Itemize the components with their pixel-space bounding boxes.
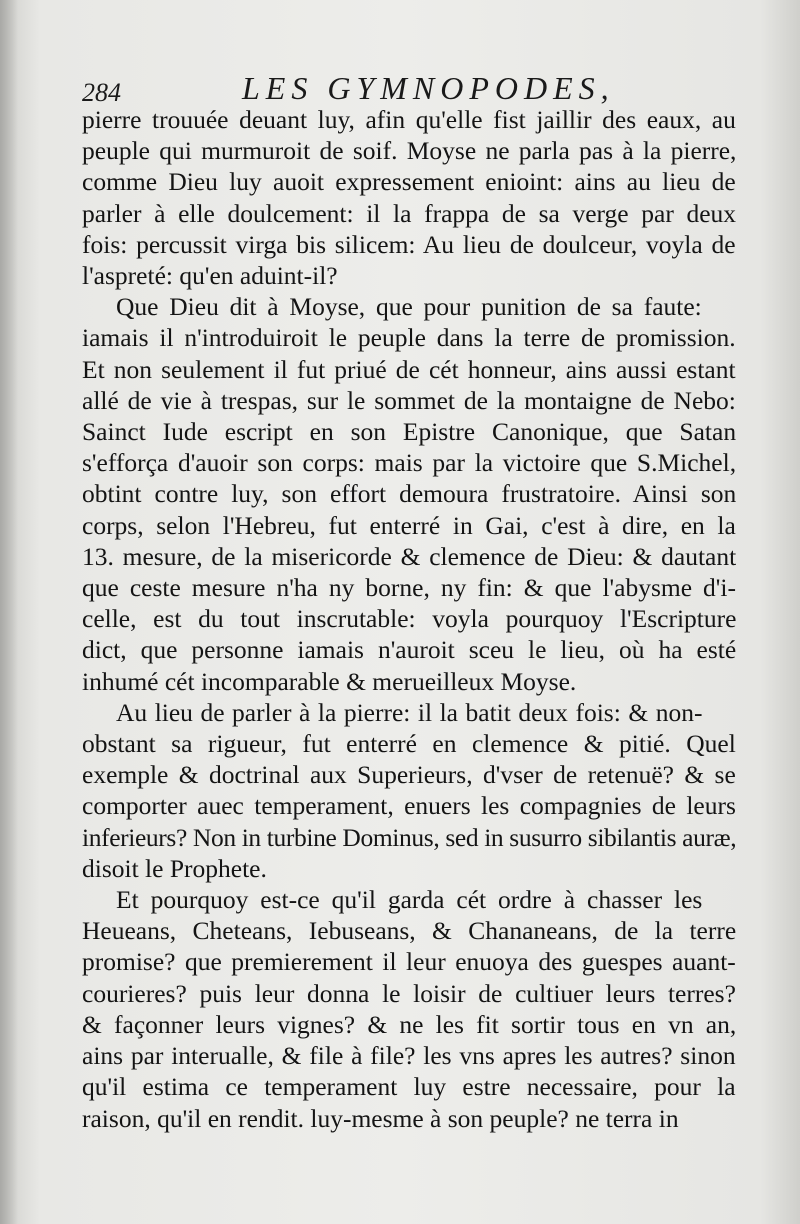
text-line: allé de vie à trespas, sur le sommet de la montaigne de Nebo: xyxy=(82,385,736,415)
text-line: qu'il estima ce temperament luy estre necessaire, pour la xyxy=(82,1072,736,1102)
text-line: Et non seulement il fut priué de cét honneur, ains aussi estant xyxy=(82,354,736,384)
text-line: iamais il n'introduiroit le peuple dans la terre de promission. xyxy=(82,323,736,353)
text-line: raison, qu'il en rendit. luy-mesme à son peuple? ne terra in xyxy=(82,1103,679,1133)
text-line: Que Dieu dit à Moyse, que pour punition de sa faute: xyxy=(116,292,702,322)
text-line: comporter auec temperament, enuers les compagnies de leurs xyxy=(82,791,736,821)
text-line: Heueans, Cheteans, Iebuseans, & Chananeans, de la terre xyxy=(82,916,736,946)
text-line: ains par interualle, & file à file? les vns apres les autres? sinon xyxy=(82,1041,736,1071)
text-line: inhumé cét incomparable & merueilleux Moyse. xyxy=(82,666,577,696)
text-line: parler à elle doulcement: il la frappa de sa verge par deux xyxy=(82,198,736,228)
page-number: 284 xyxy=(82,78,121,107)
text-line: fois: percussit virga bis silicem: Au lieu de doulceur, voyla de xyxy=(82,229,736,259)
text-line: que ceste mesure n'ha ny borne, ny fin: & que l'abysme d'i- xyxy=(82,573,736,603)
text-line: courieres? puis leur donna le loisir de cultiuer leurs terres? xyxy=(82,978,736,1008)
body-text xyxy=(82,104,736,1134)
text-line: 13. mesure, de la misericorde & clemence de Dieu: & dautant xyxy=(82,541,736,571)
text-line: disoit le Prophete. xyxy=(82,853,267,883)
text-line: inferieurs? Non in turbine Dominus, sed in susurro sibilantis auræ, xyxy=(82,822,736,852)
paragraph xyxy=(82,884,736,1134)
paragraph xyxy=(82,291,736,697)
text-line: obstant sa rigueur, fut enterré en clemence & pitié. Quel xyxy=(82,729,736,759)
running-title: LES GYMNOPODES, xyxy=(242,70,615,106)
text-line: l'aspreté: qu'en aduint-il? xyxy=(82,261,338,291)
text-line: dict, que personne iamais n'auroit sceu le lieu, où ha esté xyxy=(82,635,736,665)
text-line: celle, est du tout inscrutable: voyla pourquoy l'Escripture xyxy=(82,604,736,634)
paragraph xyxy=(82,697,736,884)
text-line: promise? que premierement il leur enuoya des guespes auant- xyxy=(82,947,736,977)
text-line: corps, selon l'Hebreu, fut enterré in Gai, c'est à dire, en la xyxy=(82,510,736,540)
text-line: obtint contre luy, son effort demoura frustratoire. Ainsi son xyxy=(82,479,736,509)
text-line: exemple & doctrinal aux Superieurs, d'vser de retenuë? & se xyxy=(82,760,736,790)
paragraph xyxy=(82,104,736,291)
text-line: s'efforça d'auoir son corps: mais par la victoire que S.Michel, xyxy=(82,448,736,478)
text-line: Au lieu de parler à la pierre: il la batit deux fois: & non- xyxy=(116,697,703,727)
text-line: Sainct Iude escript en son Epistre Canonique, que Satan xyxy=(82,417,736,447)
text-line: comme Dieu luy auoit expressement enioint: ains au lieu de xyxy=(82,167,736,197)
text-line: peuple qui murmuroit de soif. Moyse ne parla pas à la pierre, xyxy=(82,136,736,166)
text-line: pierre trouuée deuant luy, afin qu'elle fist jaillir des eaux, au xyxy=(82,105,736,134)
text-line: Et pourquoy est-ce qu'il garda cét ordre à chasser les xyxy=(116,885,703,915)
gutter-shadow xyxy=(0,0,18,1224)
text-line: & façonner leurs vignes? & ne les fit sortir tous en vn an, xyxy=(82,1009,736,1039)
